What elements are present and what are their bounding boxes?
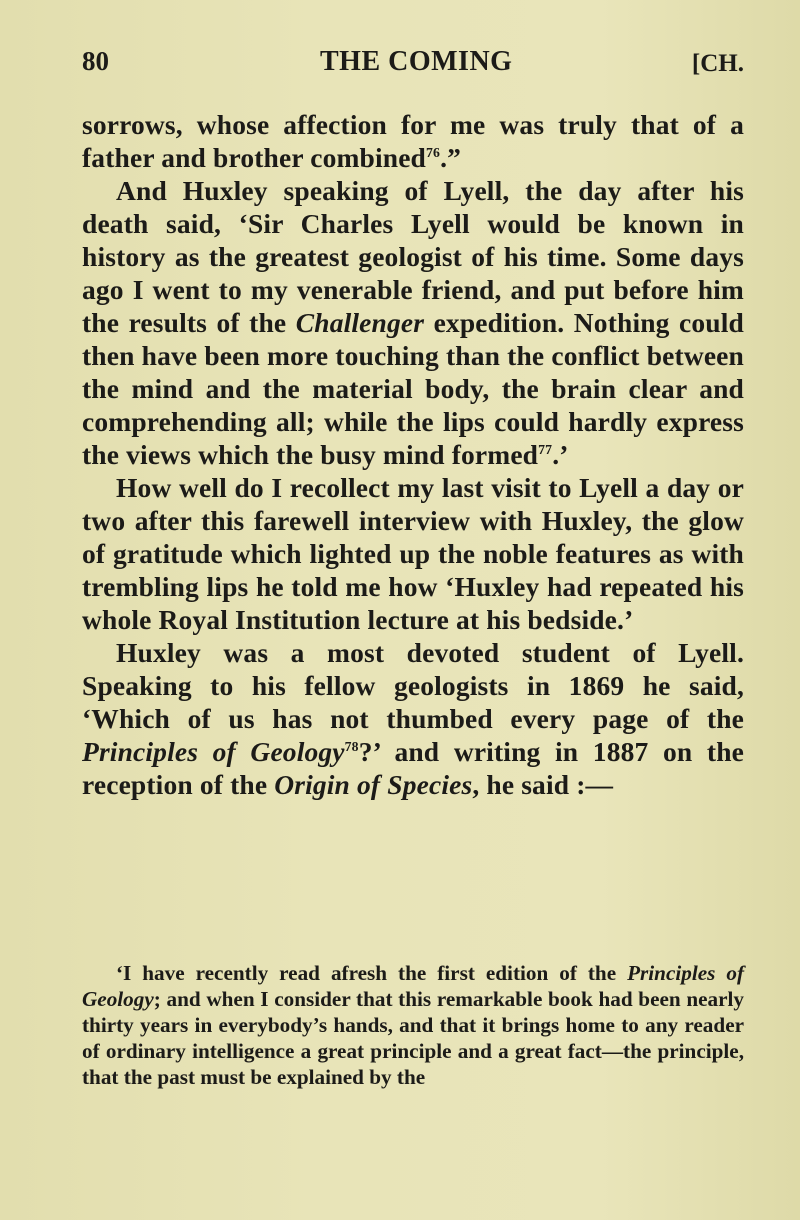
text-run: ; and when I consider that this remarkable book had been nearly thirty years in everybody’s hands, and that it brings home to any reader of ordinary intelligence a great principle and a great fact—the principle, that the past must be explained by the: [82, 987, 744, 1089]
page-header: [82, 46, 744, 86]
paragraph: [82, 108, 744, 174]
text-run: ‘I have recently read afresh the first edition of the: [116, 961, 628, 985]
quote-paragraph: [82, 960, 744, 1090]
text-run: .’: [552, 439, 569, 470]
italic-title: Origin of Species: [274, 769, 473, 800]
text-run: Huxley was a most devoted student of Lyell. Speaking to his fellow geologists in 1869 he said, ‘Which of us has not thumbed every page of the: [82, 637, 744, 734]
paragraph: [82, 636, 744, 801]
italic-title: Principles of Geology: [82, 736, 345, 767]
footnote-ref: 78: [344, 738, 359, 754]
text-run: sorrows, whose affection for me was truly that of a father and brother combined: [82, 109, 744, 173]
text-run: , he said :—: [472, 769, 614, 800]
page-number: 80: [82, 46, 109, 76]
text-run: ?’ and writing in 1887 on the reception of the: [82, 736, 744, 800]
block-quote: [82, 960, 744, 1090]
text-run: .”: [440, 142, 461, 173]
footnote-ref: 76: [426, 144, 441, 160]
italic-title: Principles of Geology: [82, 961, 744, 1011]
footnote-ref: 77: [538, 441, 553, 457]
italic-title: Challenger: [295, 307, 425, 338]
paragraph: [82, 471, 744, 636]
paragraph: [82, 174, 744, 471]
running-title: THE COMING: [320, 46, 513, 77]
text-run: How well do I recollect my last visit to Lyell a day or two after this farewell interview with Huxley, the glow of gratitude which lighted up the noble features as with trembling lips he told me how ‘Huxley had repeated his whole Royal Institution lecture at his bedside.’: [82, 472, 744, 635]
body-text: [82, 108, 744, 801]
text-run: expedition. Nothing could then have been more touching than the conflict between the mind and the material body, the brain clear and comprehending all; while the lips could hardly express the views which the busy mind formed: [82, 307, 744, 470]
chapter-marker: [CH.: [691, 50, 744, 77]
text-run: And Huxley speaking of Lyell, the day after his death said, ‘Sir Charles Lyell would be known in history as the greatest geologist of his time. Some days ago I went to my venerable friend, and put before him the results of the: [82, 175, 744, 338]
